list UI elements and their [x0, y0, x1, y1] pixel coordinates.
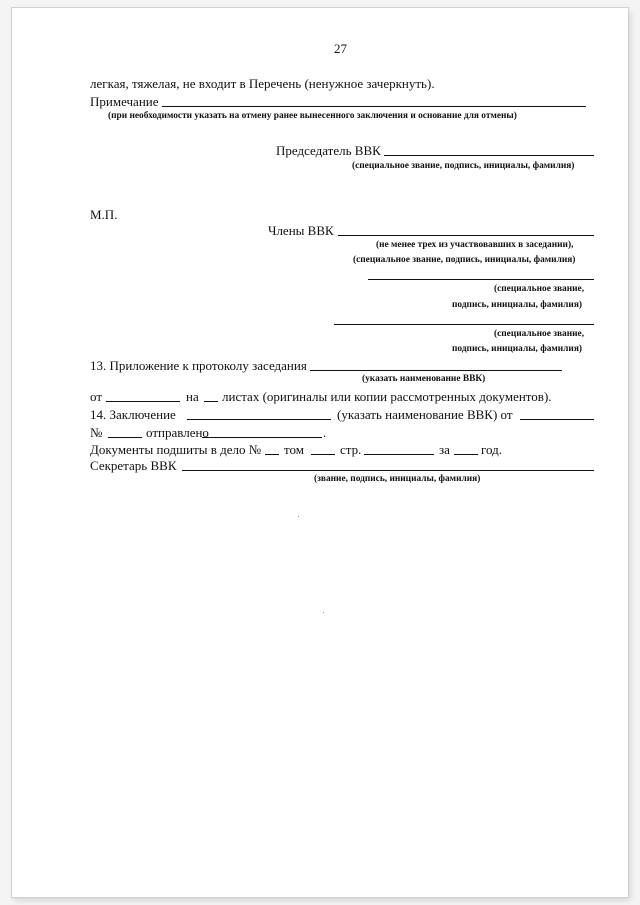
chair-hint: (специальное звание, подпись, инициалы, фамилия) — [352, 161, 575, 171]
docs-volume: том — [284, 442, 304, 457]
secretary-signature-line[interactable] — [182, 470, 594, 471]
document-page — [12, 8, 628, 897]
item13-rest: листах (оригиналы или копии рассмотренных документов). — [222, 389, 552, 404]
docs-volume-line[interactable] — [311, 454, 335, 455]
number-sign: № — [90, 425, 103, 440]
member3-hint-1: (специальное звание, — [494, 329, 585, 339]
page-number: 27 — [334, 41, 347, 56]
sent-label: отправлено — [146, 425, 209, 440]
docs-label: Документы подшиты в дело № — [90, 442, 262, 457]
note-field-line[interactable] — [162, 106, 586, 107]
member2-hint-2: подпись, инициалы, фамилия) — [452, 300, 583, 310]
chair-label: Председатель ВВК — [276, 143, 381, 158]
member3-signature-line[interactable] — [334, 324, 594, 325]
item13-sheets-line[interactable] — [204, 401, 218, 402]
secretary-hint: (звание, подпись, инициалы, фамилия) — [314, 474, 481, 484]
number-line[interactable] — [108, 437, 142, 438]
item14-label: 14. Заключение — [90, 407, 176, 422]
scan-speck — [323, 612, 324, 613]
severity-line: легкая, тяжелая, не входит в Перечень (ненужное зачеркнуть). — [90, 76, 435, 91]
item13-label: 13. Приложение к протоколу заседания — [90, 358, 307, 373]
item14-hint: (указать наименование ВВК) от — [337, 407, 513, 422]
item13-from: от — [90, 389, 103, 404]
member1-signature-line[interactable] — [338, 235, 594, 236]
member2-hint-1: (специальное звание, — [494, 284, 585, 294]
member2-signature-line[interactable] — [368, 279, 594, 280]
item14-vvk-line[interactable] — [187, 419, 331, 420]
sent-period: . — [323, 425, 327, 440]
note-hint: (при необходимости указать на отмену ранее вынесенного заключения и основание для отмены) — [108, 111, 517, 121]
stamp-label: М.П. — [90, 207, 118, 222]
docs-year: год. — [481, 442, 502, 457]
secretary-label: Секретарь ВВК — [90, 458, 177, 473]
note-label: Примечание — [90, 94, 159, 109]
members-hint-1: (не менее трех из участвовавших в заседании), — [376, 240, 574, 250]
item13-on: на — [186, 389, 199, 404]
item13-vvk-line[interactable] — [310, 370, 562, 371]
members-hint-2: (специальное звание, подпись, инициалы, фамилия) — [353, 255, 576, 265]
scan-speck — [298, 516, 299, 517]
item13-date-line[interactable] — [106, 401, 180, 402]
chair-signature-line[interactable] — [384, 155, 594, 156]
members-label: Члены ВВК — [268, 223, 334, 238]
item13-hint: (указать наименование ВВК) — [362, 374, 486, 384]
docs-page-line[interactable] — [364, 454, 434, 455]
docs-for: за — [439, 442, 450, 457]
sent-line[interactable] — [202, 437, 322, 438]
member3-hint-2: подпись, инициалы, фамилия) — [452, 344, 583, 354]
item14-date-line[interactable] — [520, 419, 594, 420]
docs-case-line[interactable] — [265, 454, 279, 455]
docs-year-line[interactable] — [454, 454, 478, 455]
docs-page: стр. — [340, 442, 362, 457]
